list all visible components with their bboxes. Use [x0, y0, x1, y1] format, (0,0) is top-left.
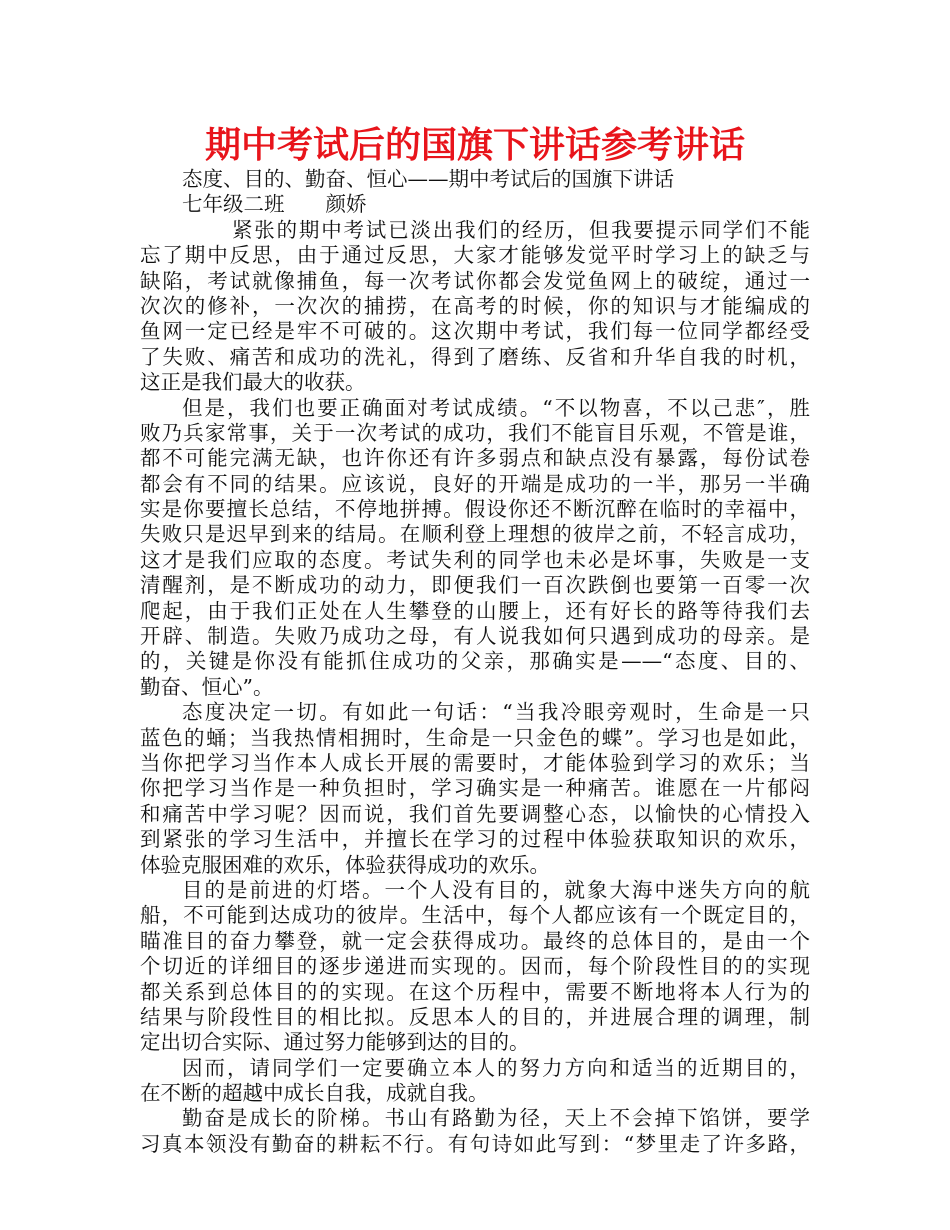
text-line: 你把学习当作是一种负担时，学习确实是一种痛苦。谁愿在一片郁闷 [140, 776, 810, 801]
text-line: 态度、目的、勤奋、恒心——期中考试后的国旗下讲话 [182, 167, 674, 191]
text-line: 紧张的期中考试已淡出我们的经历，但我要提示同学们不能 [232, 217, 810, 242]
text-line: 都关系到总体目的的实现。在这个历程中，需要不断地将本人行为的 [140, 979, 810, 1004]
text-line: 实是你要擅长总结，不停地拼搏。假设你还不断沉醉在临时的幸福中， [140, 497, 810, 522]
text-line: 因而，请同学们一定要确立本人的努力方向和适当的近期目的， [182, 1055, 810, 1080]
text-line: 爬起，由于我们正处在人生攀登的山腰上，还有好长的路等待我们去 [140, 598, 810, 623]
text-line: 在不断的超越中成长自我，成就自我。 [140, 1081, 489, 1106]
text-line: 态度决定一切。有如此一句话：“当我冷眼旁观时，生命是一只 [182, 700, 810, 725]
document-body [140, 167, 810, 1157]
text-line: 个切近的详细目的逐步递进而实现的。因而，每个阶段性目的的实现 [140, 954, 810, 979]
text-line: 习真本领没有勤奋的耕耘不行。有句诗如此写到：“梦里走了许多路， [140, 1131, 810, 1156]
text-line: 清醒剂，是不断成功的动力，即便我们一百次跌倒也要第一百零一次 [140, 573, 810, 598]
text-line: 目的是前进的灯塔。一个人没有目的，就象大海中迷失方向的航 [182, 877, 810, 902]
text-line: 了失败、痛苦和成功的洗礼，得到了磨练、反省和升华自我的时机， [140, 344, 810, 369]
text-line: 蓝色的蛹；当我热情相拥时，生命是一只金色的蝶”。学习也是如此， [140, 725, 810, 750]
text-line: 勤奋、恒心”。 [140, 674, 274, 699]
text-line: 的，关键是你没有能抓住成功的父亲，那确实是——“态度、目的、 [140, 649, 810, 674]
text-line: 忘了期中反思，由于通过反思，大家才能够发觉平时学习上的缺乏与 [140, 243, 810, 268]
text-line: 到紧张的学习生活中，并擅长在学习的过程中体验获取知识的欢乐， [140, 827, 810, 852]
text-line: 都不可能完满无缺，也许你还有许多弱点和缺点没有暴露，每份试卷 [140, 446, 810, 471]
text-line: 勤奋是成长的阶梯。书山有路勤为径，天上不会掉下馅饼，要学 [182, 1106, 810, 1131]
text-line: 这才是我们应取的态度。考试失利的同学也未必是坏事，失败是一支 [140, 547, 810, 572]
document-title: 期中考试后的国旗下讲话参考讲话 [204, 125, 745, 166]
text-line: 定出切合实际、通过努力能够到达的目的。 [140, 1030, 530, 1055]
text-line: 缺陷，考试就像捕鱼，每一次考试你都会发觉鱼网上的破绽，通过一 [140, 268, 810, 293]
text-line: 和痛苦中学习呢？因而说，我们首先要调整心态，以愉快的心情投入 [140, 801, 810, 826]
text-line: 都会有不同的结果。应该说，良好的开端是成功的一半，那另一半确 [140, 471, 810, 496]
text-line: 结果与阶段性目的相比拟。反思本人的目的，并进展合理的调理，制 [140, 1004, 810, 1029]
text-line: 这正是我们最大的收获。 [140, 370, 366, 395]
text-line: 开辟、制造。失败乃成功之母，有人说我如何只遇到成功的母亲。是 [140, 624, 810, 649]
text-line: 次次的修补，一次次的捕捞，在高考的时候，你的知识与才能编成的 [140, 293, 810, 318]
text-line: 船，不可能到达成功的彼岸。生活中，每个人都应该有一个既定目的， [140, 903, 810, 928]
text-line: 鱼网一定已经是牢不可破的。这次期中考试，我们每一位同学都经受 [140, 319, 810, 344]
text-line: 当你把学习当作本人成长开展的需要时，才能体验到学习的欢乐；当 [140, 750, 810, 775]
text-line: 七年级二班 颜娇 [182, 192, 367, 217]
text-line: 瞄准目的奋力攀登，就一定会获得成功。最终的总体目的，是由一个 [140, 928, 810, 953]
text-line: 体验克服困难的欢乐，体验获得成功的欢乐。 [140, 852, 550, 877]
text-line: 失败只是迟早到来的结局。在顺利登上理想的彼岸之前，不轻言成功， [140, 522, 810, 547]
text-line: 但是，我们也要正确面对考试成绩。“不以物喜，不以己悲″，胜 [182, 395, 810, 420]
text-line: 败乃兵家常事，关于一次考试的成功，我们不能盲目乐观，不管是谁， [140, 420, 810, 445]
